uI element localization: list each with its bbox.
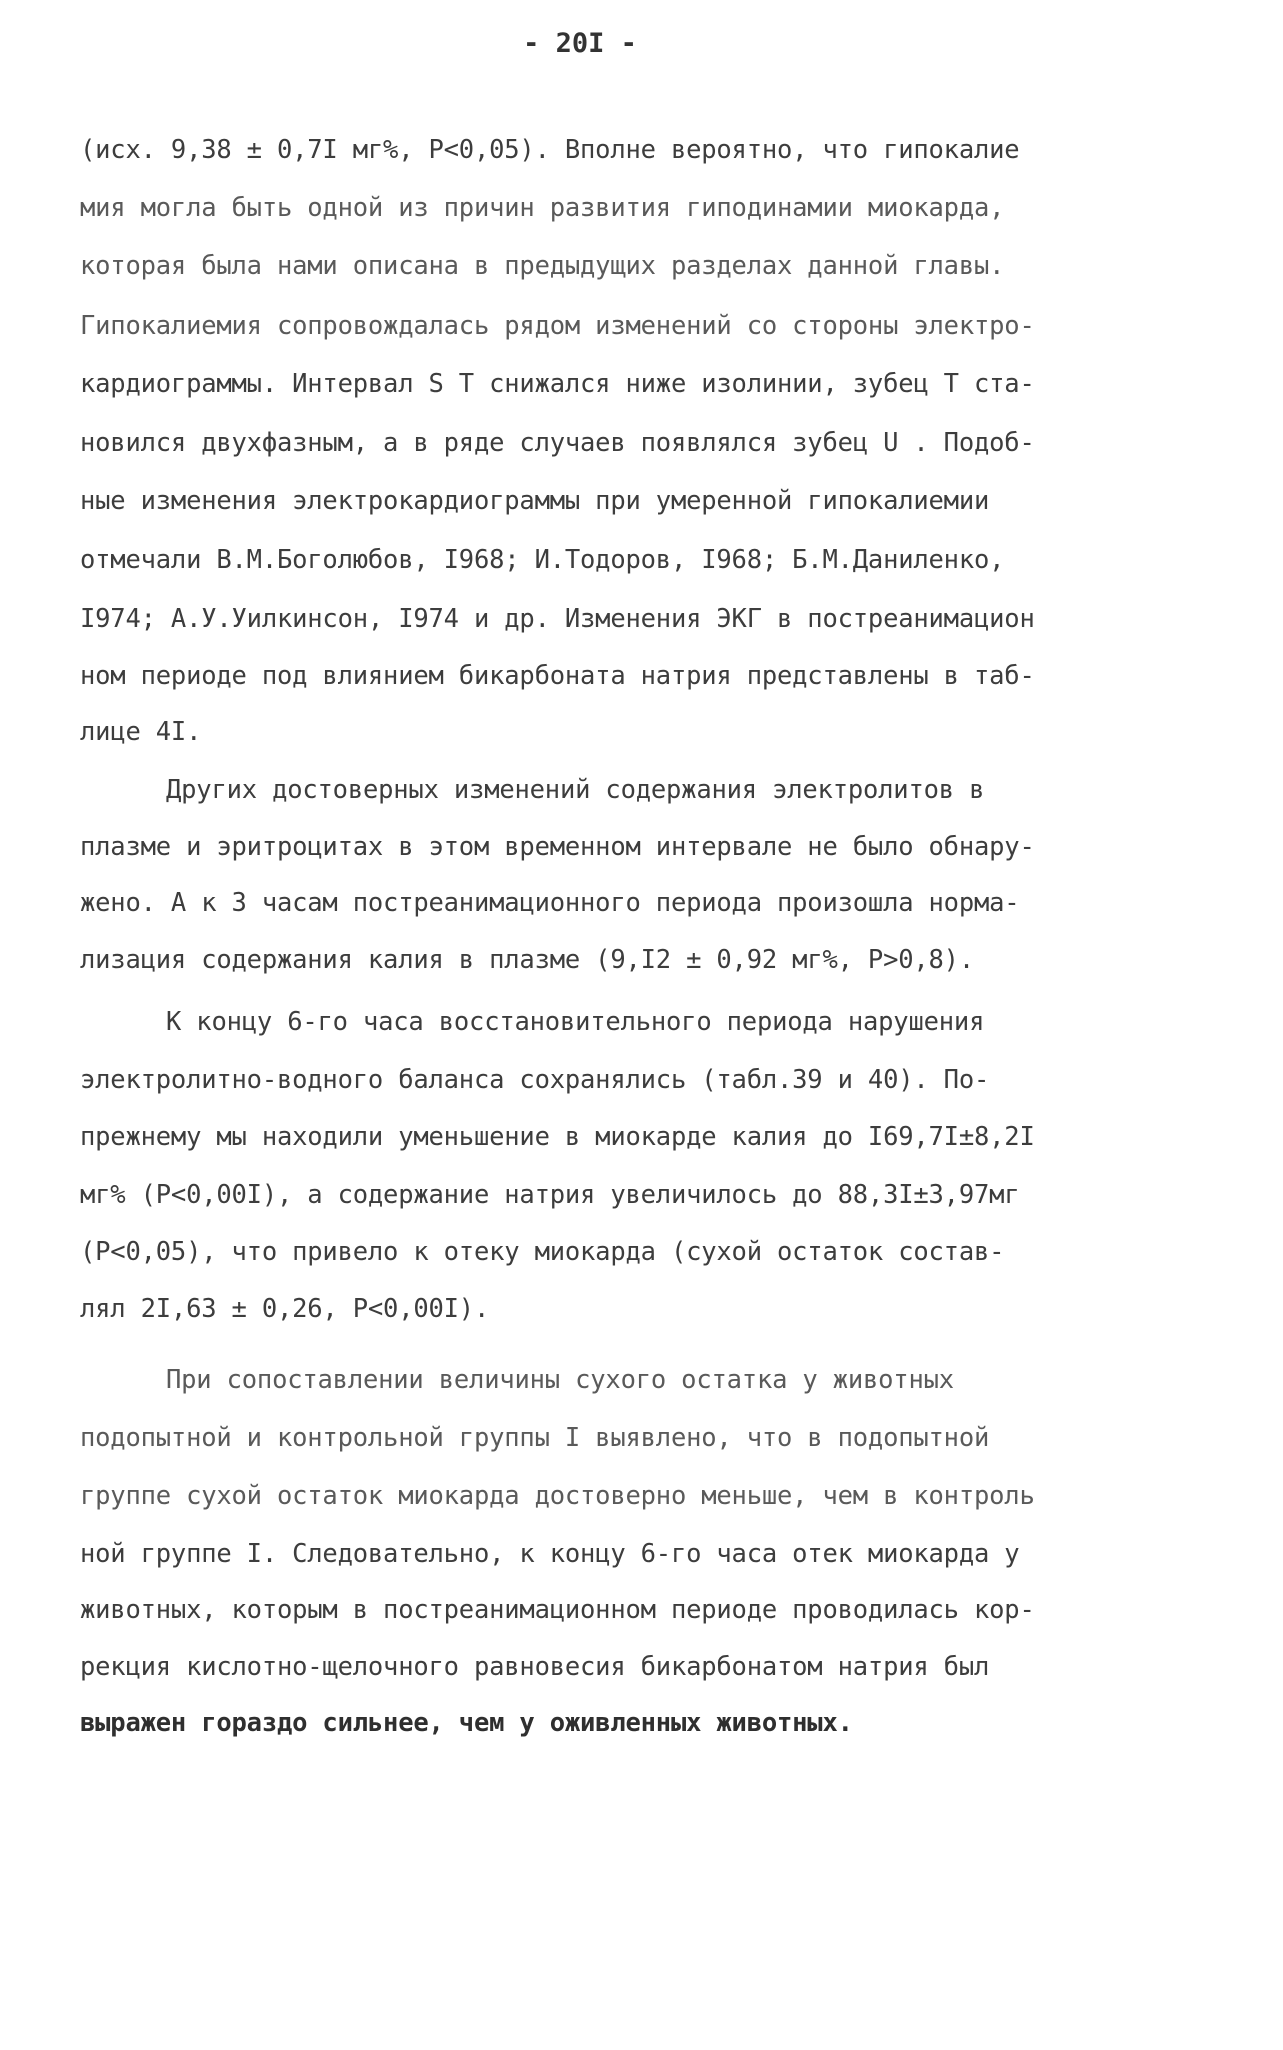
- text-line: ном периоде под влиянием бикарбоната натрия представлены в таб-: [80, 661, 1035, 691]
- text-line: ные изменения электрокардиограммы при умеренной гипокалиемии: [80, 486, 990, 516]
- text-line: лице 4I.: [80, 717, 202, 747]
- text-line: прежнему мы находили уменьшение в миокарде калия до I69,7I±8,2I: [80, 1122, 1035, 1152]
- text-line: К концу 6-го часа восстановительного периода нарушения: [166, 1007, 985, 1037]
- text-line: новился двухфазным, а в ряде случаев появлялся зубец U . Подоб-: [80, 428, 1035, 458]
- text-line: отмечали В.М.Боголюбов, I968; И.Тодоров, I968; Б.М.Даниленко,: [80, 545, 1005, 575]
- text-line: Других достоверных изменений содержания электролитов в: [166, 775, 985, 805]
- text-line: I974; А.У.Уилкинсон, I974 и др. Изменения ЭКГ в постреанимацион: [80, 604, 1035, 634]
- text-line: Гипокалиемия сопровождалась рядом изменений со стороны электро-: [80, 311, 1035, 341]
- text-line: выражен гораздо сильнее, чем у оживленных животных.: [80, 1708, 853, 1738]
- text-line: кардиограммы. Интервал S T снижался ниже изолинии, зубец T ста-: [80, 369, 1035, 399]
- text-line: электролитно-водного баланса сохранялись (табл.39 и 40). По-: [80, 1065, 990, 1095]
- text-line: жено. А к 3 часам постреанимационного периода произошла норма-: [80, 888, 1020, 918]
- text-line: плазме и эритроцитах в этом временном интервале не было обнару-: [80, 832, 1035, 862]
- text-line: рекция кислотно-щелочного равновесия бикарбонатом натрия был: [80, 1652, 990, 1682]
- text-line: животных, которым в постреанимационном периоде проводилась кор-: [80, 1595, 1035, 1625]
- text-line: группе сухой остаток миокарда достоверно меньше, чем в контроль: [80, 1481, 1035, 1511]
- text-line: мия могла быть одной из причин развития гиподинамии миокарда,: [80, 193, 1005, 223]
- text-line: лял 2I,63 ± 0,26, P<0,00I).: [80, 1294, 490, 1324]
- text-line: которая была нами описана в предыдущих разделах данной главы.: [80, 251, 1005, 281]
- text-line: мг% (P<0,00I), а содержание натрия увеличилось до 88,3I±3,97мг: [80, 1180, 1020, 1210]
- text-line: (исх. 9,38 ± 0,7I мг%, P<0,05). Вполне вероятно, что гипокалие: [80, 135, 1020, 165]
- page-number: - 20I -: [523, 28, 637, 59]
- text-line: подопытной и контрольной группы I выявлено, что в подопытной: [80, 1423, 990, 1453]
- text-line: лизация содержания калия в плазме (9,I2 ± 0,92 мг%, P>0,8).: [80, 945, 974, 975]
- text-line: (P<0,05), что привело к отеку миокарда (сухой остаток состав-: [80, 1237, 1005, 1267]
- text-line: ной группе I. Следовательно, к концу 6-го часа отек миокарда у: [80, 1539, 1020, 1569]
- text-line: При сопоставлении величины сухого остатка у животных: [166, 1365, 954, 1395]
